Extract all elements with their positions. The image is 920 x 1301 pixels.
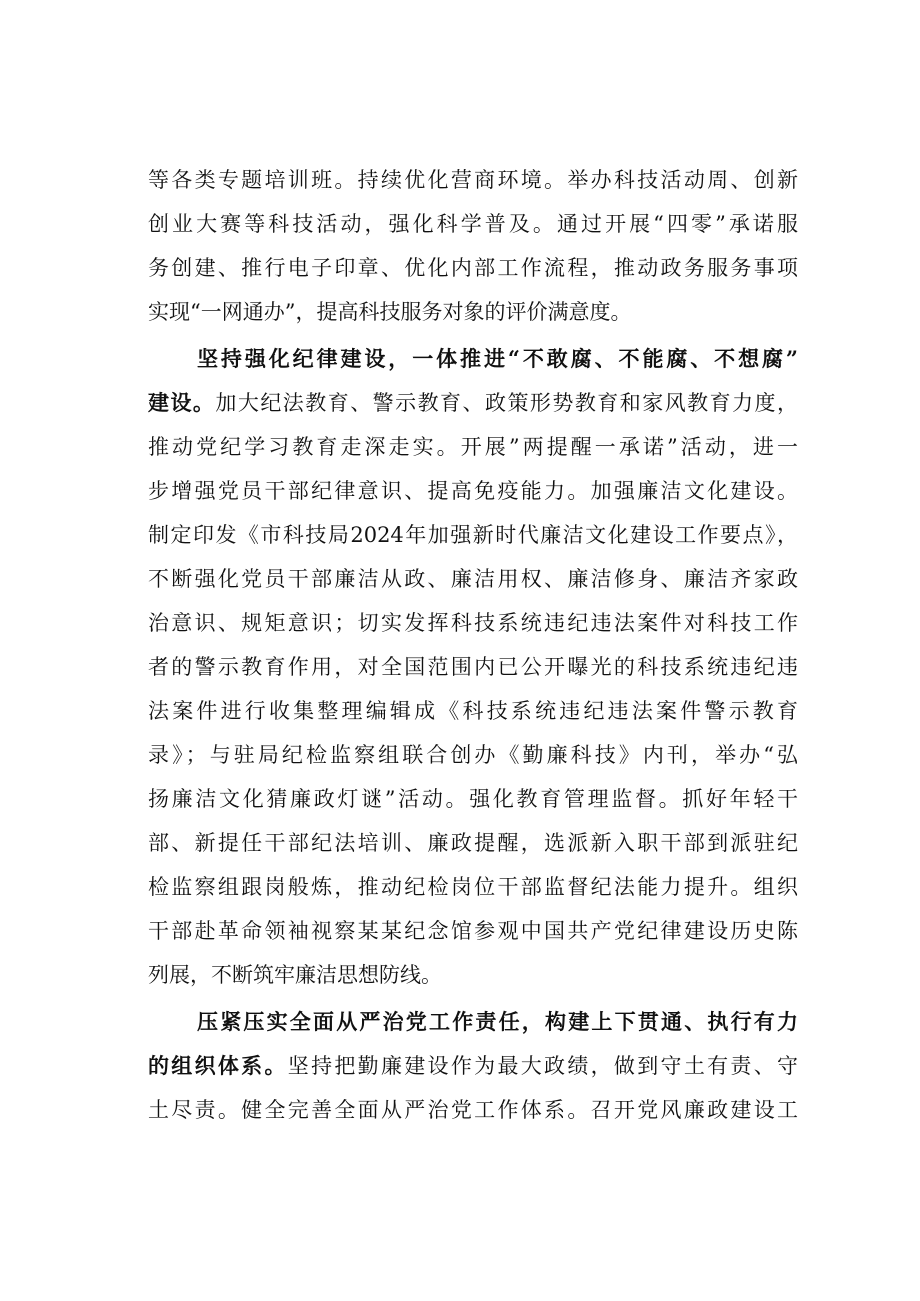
section-heading: [197, 1001, 798, 1043]
section-heading: [197, 338, 798, 380]
bold-heading-text: 的组织体系。: [148, 1053, 288, 1078]
text-line: 者的警示教育作用，对全国范围内已公开曝光的科技系统违纪违: [148, 655, 798, 679]
text-line: 步增强党员干部纪律意识、提高免疫能力。加强廉洁文化建设。: [148, 479, 798, 503]
bold-heading-text: 建设。: [148, 390, 216, 415]
bold-heading-text: 坚持强化纪律建设，一体推进“不敢腐、不能腐、不想腐”: [197, 346, 798, 371]
bold-heading-text: 压紧压实全面从严治党工作责任，构建上下贯通、执行有力: [197, 1009, 798, 1034]
text-line: 制定印发《市科技局2024年加强新时代廉洁文化建设工作要点》，: [148, 523, 798, 547]
text-line: 法案件进行收集整理编辑成《科技系统违纪违法案件警示教育: [148, 699, 798, 723]
text-line: 实现“一网通办”，提高科技服务对象的评价满意度。: [148, 300, 632, 324]
body-text: 坚持把勤廉建设作为最大政绩，做到守土有责、守: [287, 1054, 799, 1078]
text-line: 干部赴革命领袖视察某某纪念馆参观中国共产党纪律建设历史陈: [148, 919, 798, 943]
text-line: 录》；与驻局纪检监察组联合创办《勤廉科技》内刊，举办“弘: [148, 743, 798, 767]
text-line: 推动党纪学习教育走深走实。开展”两提醒一承诺”活动，进一: [148, 435, 798, 459]
text-line: 创业大赛等科技活动，强化科学普及。通过开展“四零”承诺服: [148, 212, 798, 236]
text-line: 列展，不断筑牢廉洁思想防线。: [148, 963, 442, 987]
text-line: 扬廉洁文化猜廉政灯谜”活动。强化教育管理监督。抓好年轻干: [148, 787, 798, 811]
text-line: 检监察组跟岗般炼，推动纪检岗位干部监督纪法能力提升。组织: [148, 875, 798, 899]
text-line: 部、新提任干部纪法培训、廉政提醒，选派新入职干部到派驻纪: [148, 831, 798, 855]
text-line: 不断强化党员干部廉洁从政、廉洁用权、廉洁修身、廉洁齐家政: [148, 567, 798, 591]
text-line: 土尽责。健全完善全面从严治党工作体系。召开党风廉政建设工: [148, 1098, 798, 1122]
text-line: [148, 1045, 798, 1087]
text-line: 等各类专题培训班。持续优化营商环境。举办科技活动周、创新: [148, 168, 798, 192]
text-line: 务创建、推行电子印章、优化内部工作流程，推动政务服务事项: [148, 256, 798, 280]
text-line: 治意识、规矩意识；切实发挥科技系统违纪违法案件对科技工作: [148, 611, 798, 635]
text-line: [148, 382, 798, 424]
body-text: 加大纪法教育、警示教育、政策形势教育和家风教育力度，: [215, 391, 799, 415]
